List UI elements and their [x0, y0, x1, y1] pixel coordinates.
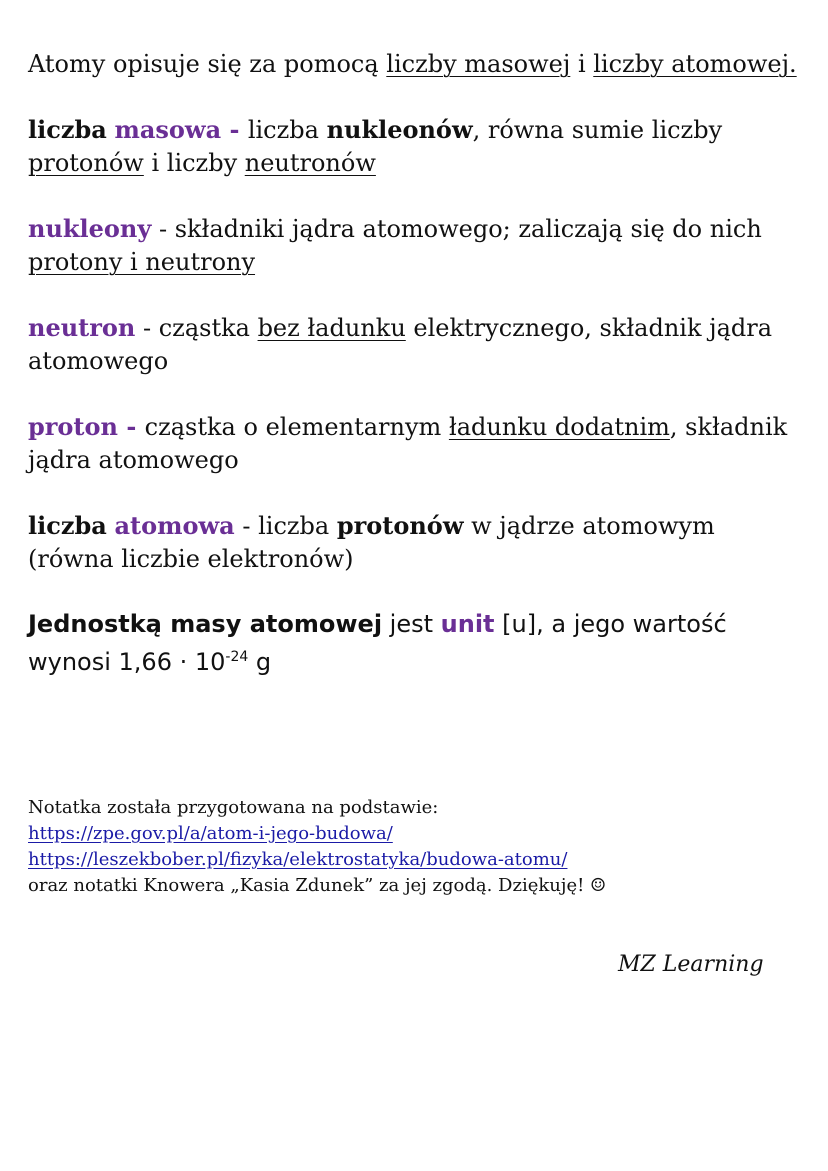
definition-text: cząstka o elementarnym	[144, 413, 449, 441]
atomic-mass-unit-definition	[28, 608, 808, 679]
term-highlight: unit	[440, 610, 495, 638]
definition-text: liczba	[247, 116, 327, 144]
source-link-leszekbober[interactable]: https://leszekbober.pl/fizyka/elektrostatyka/budowa-atomu/	[28, 849, 568, 870]
term-highlight: atomowa	[114, 511, 235, 540]
underlined-keyword: ładunku dodatnim	[448, 413, 670, 441]
term-highlight: masowa	[114, 115, 222, 144]
definition-text: , równa sumie liczby	[472, 116, 723, 144]
definition-text: [u], a jego wartość wynosi 1,66 · 10	[28, 610, 727, 676]
intro-conjunction: i	[570, 50, 594, 78]
term-dash: -	[221, 115, 248, 144]
atomic-number-definition	[28, 509, 808, 576]
bold-keyword: protonów	[336, 511, 464, 540]
proton-definition	[28, 410, 808, 477]
neutron-definition	[28, 311, 808, 378]
definition-text: - liczba	[234, 512, 337, 540]
mass-number-definition	[28, 113, 808, 180]
definition-text: - cząstka	[135, 314, 258, 342]
intro-paragraph	[28, 48, 808, 81]
underlined-keyword: protony i neutrony	[28, 248, 256, 276]
sources-heading: Notatka została przygotowana na podstawie:	[28, 797, 439, 818]
source-link-zpe[interactable]: https://zpe.gov.pl/a/atom-i-jego-budowa/	[28, 823, 393, 844]
note-body	[28, 48, 808, 711]
definition-text: elektrycznego, składnik jądra atomowego	[28, 314, 773, 375]
underlined-keyword: bez ładunku	[257, 314, 406, 342]
definition-text: jest	[382, 610, 441, 638]
bold-keyword: Jednostką masy atomowej	[28, 610, 383, 638]
unit-symbol: g	[248, 648, 272, 676]
term-word: liczba	[28, 511, 107, 540]
underlined-keyword: neutronów	[244, 149, 376, 177]
definition-text: i liczby	[143, 149, 245, 177]
mass-number-term: liczby masowej	[386, 50, 571, 78]
sources-note	[28, 795, 808, 899]
definition-text: , składnik jądra atomowego	[28, 413, 788, 474]
exponent: -24	[225, 649, 249, 665]
term-highlight: nukleony	[28, 214, 152, 243]
bold-keyword: nukleonów	[326, 115, 473, 144]
nucleons-definition	[28, 212, 808, 279]
definition-text: w jądrze atomowym (równa liczbie elektronów)	[28, 512, 715, 573]
signature: MZ Learning	[618, 952, 764, 977]
definition-text: - składniki jądra atomowego; zaliczają się do nich	[151, 215, 762, 243]
intro-text: Atomy opisuje się za pomocą	[28, 50, 387, 78]
term-highlight: proton -	[28, 412, 145, 441]
atomic-number-term: liczby atomowej.	[593, 50, 797, 78]
underlined-keyword: protonów	[28, 149, 144, 177]
term-word: liczba	[28, 115, 107, 144]
credits-line: oraz notatki Knowera „Kasia Zdunek” za jej zgodą. Dziękuję! ☺	[28, 875, 607, 896]
term-highlight: neutron	[28, 313, 136, 342]
